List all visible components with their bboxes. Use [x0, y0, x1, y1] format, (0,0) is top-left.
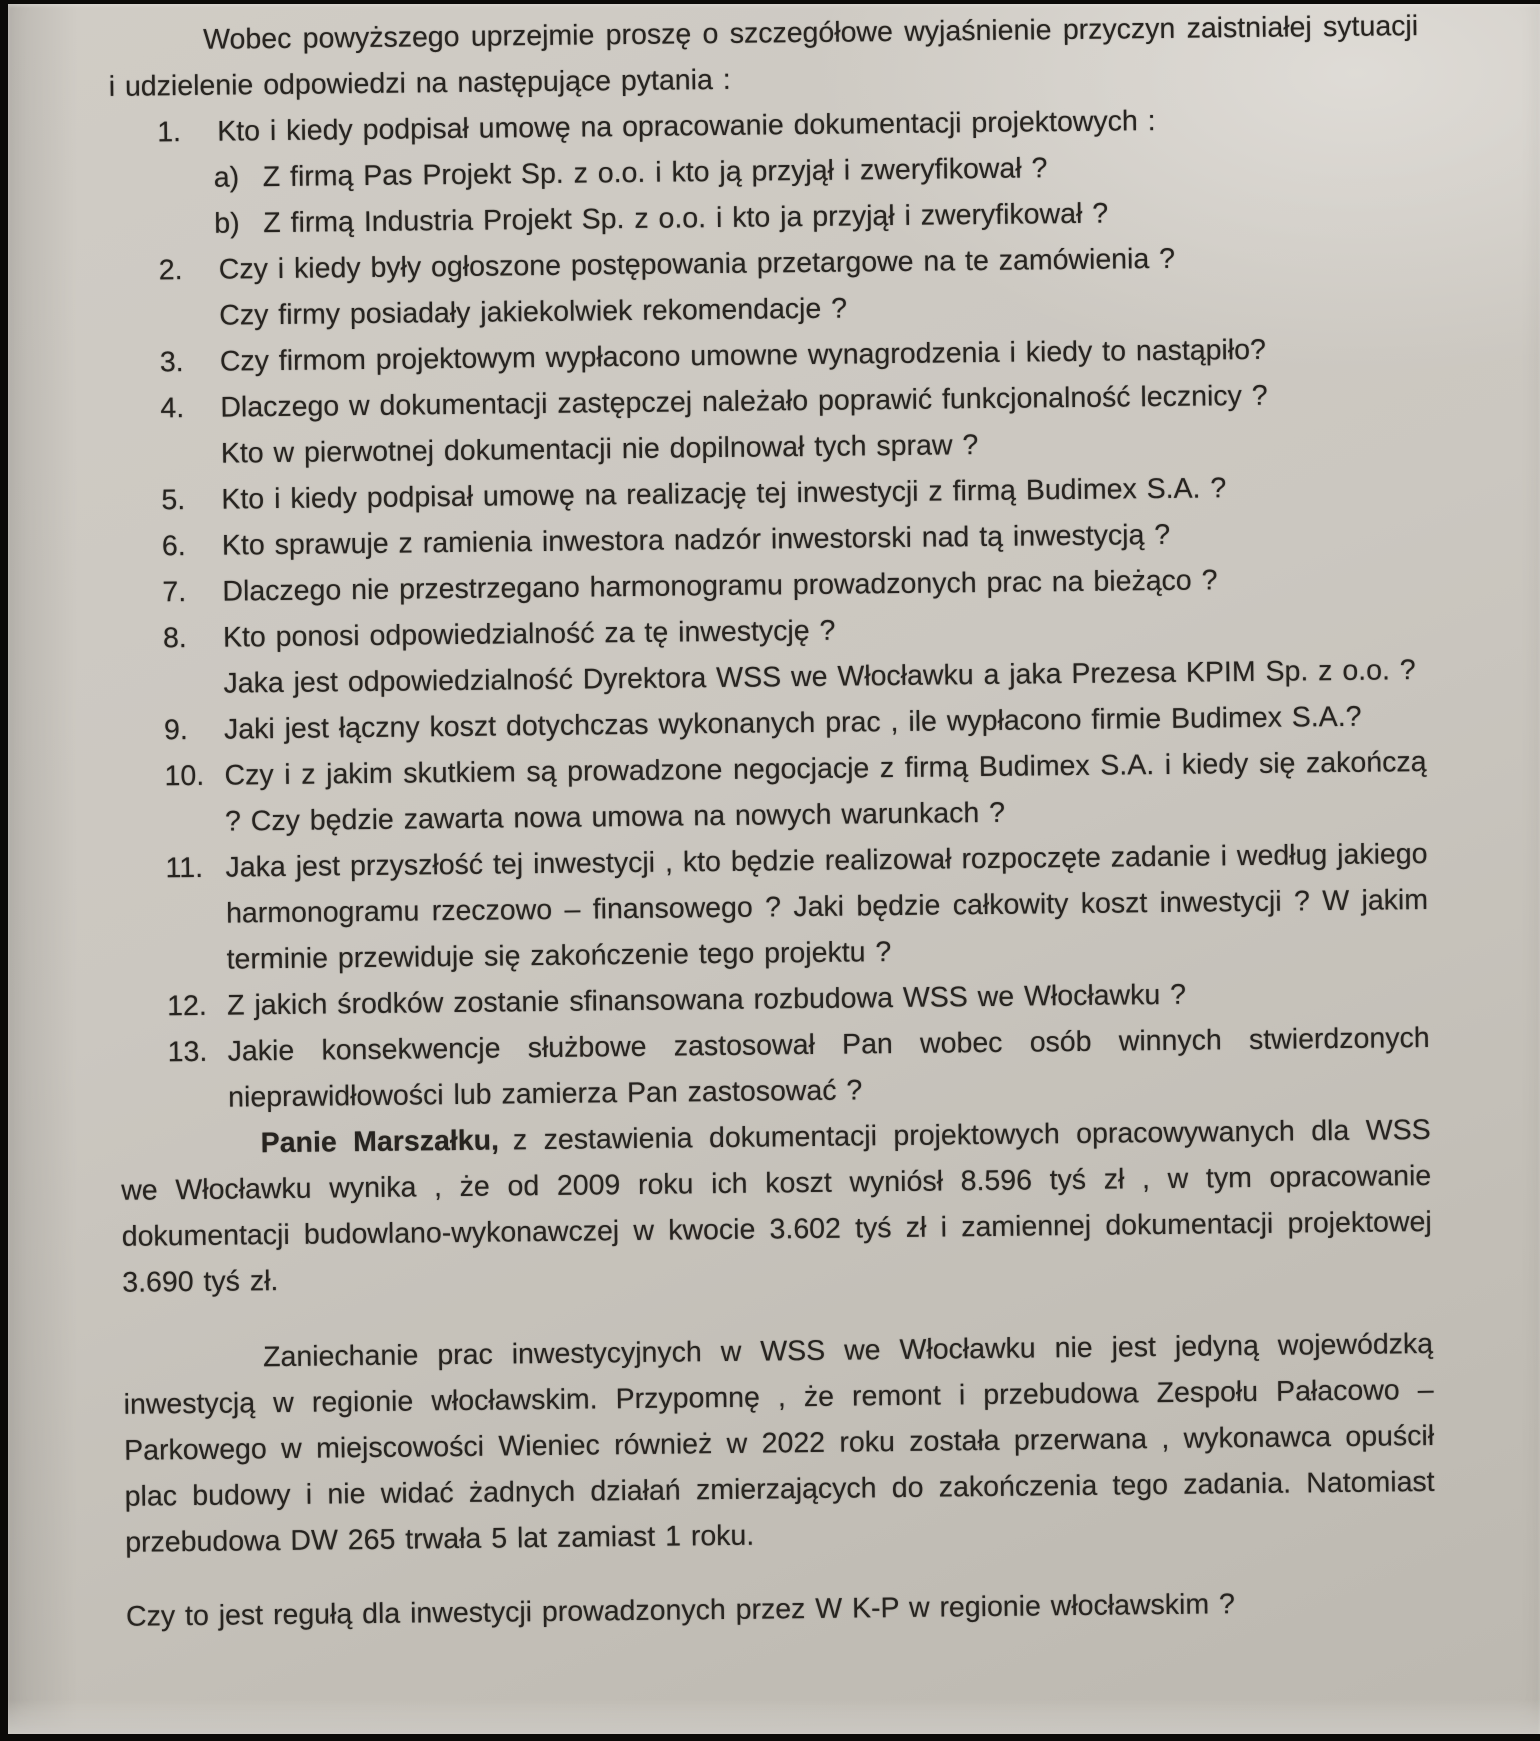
- question-item-2: [111, 233, 1422, 340]
- question-text: Kto w pierwotnej dokumentacji nie dopilnował tych spraw ?: [220, 429, 979, 470]
- question-number: 12.: [166, 989, 207, 1023]
- question-text: Dlaczego w dokumentacji zastępczej należało poprawić funkcjonalność lecznicy ?: [220, 379, 1268, 424]
- question-text: Jakie konsekwencje służbowe zastosował Pan wobec osób winnych stwierdzonych nieprawidłowości lub zamierza Pan zastosować ?: [227, 1021, 1430, 1114]
- question-number: 1.: [157, 116, 182, 149]
- question-number: 11.: [165, 851, 204, 885]
- closing-question-final: Czy to jest regułą dla inwestycji prowadzonych przez W K-P w regionie włocławskim ?: [125, 1588, 1236, 1633]
- question-number: 2.: [158, 254, 183, 287]
- question-list: [109, 95, 1430, 1122]
- question-item-8: [115, 601, 1426, 708]
- question-text: Jaka jest przyszłość tej inwestycji , kto będzie realizował rozpoczęte zadanie i według jakiego harmonogramu rzeczowo – finansowego ? Jaki będzie całkowity koszt inwestycji ? W jakim terminie przewiduje się zakończenie tego projektu ?: [225, 837, 1429, 976]
- question-text: Jaka jest odpowiedzialność Dyrektora WSS we Włocławku a jaka Prezesa KPIM Sp. z o.o. ?: [223, 654, 1416, 700]
- question-number: 10.: [164, 759, 205, 793]
- question-text: Kto sprawuje z ramienia inwestora nadzór inwestorski nad tą inwestycją ?: [221, 518, 1171, 562]
- letter-body: [8, 0, 1436, 1641]
- closing-paragraph-other-investments: Zaniechanie prac inwestycyjnych w WSS we Włocławku nie jest jedyną wojewódzką inwestycją w regionie włocławskim. Przypomnę , że remont i przebudowa Zespołu Pałacowo – Parkowego w miejscowości Wieniec również w 2022 roku została przerwana , wykonawca opuścił plac budowy i nie widać żadnych działań zmierzających do zakończenia tego zadania. Natomiast przebudowa DW 265 trwała 5 lat zamiast 1 roku.: [123, 1327, 1435, 1559]
- question-number: 3.: [159, 346, 184, 379]
- question-text: Czy i kiedy były ogłoszone postępowania przetargowe na te zamówienia ?: [218, 242, 1176, 286]
- question-text: Kto ponosi odpowiedzialność za tę inwestycję ?: [222, 614, 836, 654]
- question-text: Dlaczego nie przestrzegano harmonogramu prowadzonych prac na bieżąco ?: [222, 564, 1218, 608]
- question-number: 7.: [162, 576, 187, 609]
- question-item-13: [119, 1015, 1430, 1122]
- question-text: Jaki jest łączny koszt dotychczas wykonanych prac , ile wypłacono firmie Budimex S.A.?: [223, 700, 1362, 746]
- question-text: Kto i kiedy podpisał umowę na realizację tej inwestycji z firmą Budimex S.A. ?: [221, 472, 1227, 516]
- subitem-marker: a): [213, 161, 240, 194]
- question-number: 9.: [163, 714, 188, 747]
- question-number: 5.: [161, 484, 186, 517]
- question-item-4: [112, 371, 1423, 478]
- intro-paragraph: Wobec powyższego uprzejmie proszę o szczegółowe wyjaśnienie przyczyn zaistniałej sytuacji i udzielenie odpowiedzi na następujące pytania :: [108, 10, 1419, 103]
- question-text: Czy firmy posiadały jakiekolwiek rekomendacje ?: [219, 292, 848, 332]
- question-number: 13.: [167, 1035, 208, 1069]
- question-text: Czy firmom projektowym wypłacono umowne wynagrodzenia i kiedy to nastąpiło?: [219, 333, 1266, 378]
- paper-sheet: [8, 4, 1540, 1734]
- question-number: 6.: [161, 530, 186, 563]
- salutation-bold: Panie Marszałku,: [260, 1124, 500, 1160]
- question-text: Czy i z jakim skutkiem są prowadzone negocjacje z firmą Budimex S.A. i kiedy się zakończą ? Czy będzie zawarta nowa umowa na nowych warunkach ?: [224, 745, 1427, 838]
- question-text: Z jakich środków zostanie sfinansowana rozbudowa WSS we Włocławku ?: [226, 978, 1187, 1022]
- question-item-1: [109, 95, 1420, 248]
- question-item-11: [117, 831, 1428, 984]
- question-number: 4.: [160, 392, 185, 425]
- closing-paragraph-costs-text: z zestawienia dokumentacji projektowych opracowywanych dla WSS we Włocławku wynika , że od 2009 roku ich koszt wyniósł 8.596 tyś zł , w tym opracowanie dokumentacji budowlano-wykonawczej w kwocie 3.602 tyś zł i zamiennej dokumentacji projektowej 3.690 tyś zł.: [121, 1113, 1432, 1299]
- subitem-marker: b): [214, 207, 240, 240]
- closing-paragraph-costs: [120, 1107, 1432, 1306]
- subitem-text: Z firmą Industria Projekt Sp. z o.o. i kto ja przyjął i zweryfikował ?: [263, 197, 1109, 240]
- subitem-text: Z firmą Pas Projekt Sp. z o.o. i kto ją przyjął i zweryfikował ?: [262, 152, 1048, 194]
- question-number: 8.: [162, 622, 187, 655]
- question-item-10: [116, 739, 1427, 846]
- question-text: Kto i kiedy podpisał umowę na opracowanie dokumentacji projektowych :: [217, 105, 1156, 148]
